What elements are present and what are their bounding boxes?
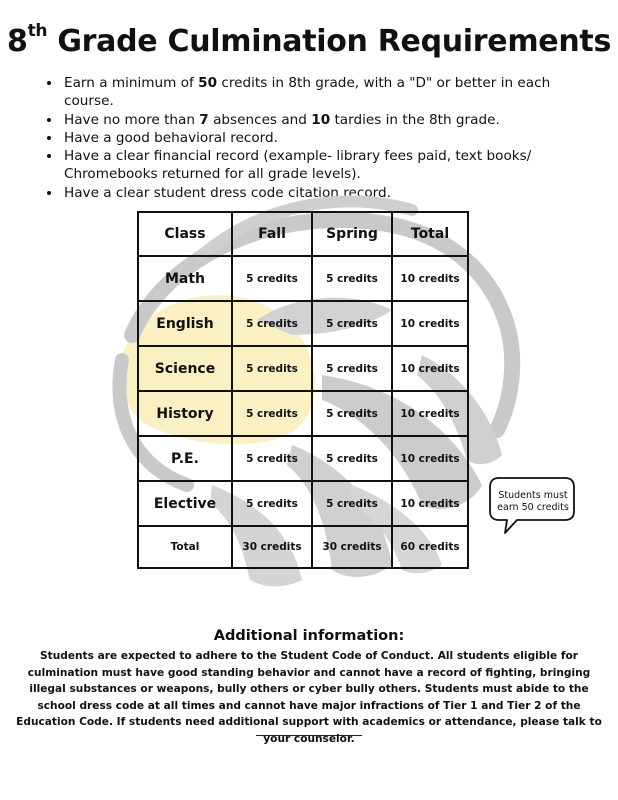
total-total-cell: 60 credits (392, 526, 468, 568)
header-total: Total (392, 212, 468, 256)
callout-line-2: earn 50 credits (497, 502, 569, 513)
fall-cell: 5 credits (232, 481, 312, 526)
table-row (138, 301, 468, 346)
spring-cell: 5 credits (312, 301, 392, 346)
header-spring: Spring (312, 212, 392, 256)
requirement-item: • Have a good behavioral record. (62, 129, 602, 147)
total-spring-cell: 30 credits (312, 526, 392, 568)
table-row (138, 256, 468, 301)
fall-cell: 5 credits (232, 256, 312, 301)
table-row (138, 481, 468, 526)
table-row (138, 346, 468, 391)
additional-info-heading: Additional information: (213, 628, 405, 644)
table-total-row (138, 526, 468, 568)
requirement-item: • Earn a minimum of 50 credits in 8th grade, with a "D" or better in each course. (62, 74, 602, 111)
header-class: Class (138, 212, 232, 256)
callout-line-1: Students must (498, 490, 568, 501)
total-label-cell: Total (138, 526, 232, 568)
title-ordinal: th (27, 21, 48, 41)
class-cell: Math (138, 256, 232, 301)
class-cell: Elective (138, 481, 232, 526)
class-cell: P.E. (138, 436, 232, 481)
fall-cell: 5 credits (232, 436, 312, 481)
class-cell: History (138, 391, 232, 436)
callout-text (492, 490, 574, 514)
total-cell: 10 credits (392, 481, 468, 526)
page-title (0, 21, 618, 59)
table-row (138, 391, 468, 436)
fall-cell: 5 credits (232, 346, 312, 391)
title-number: 8 (7, 24, 28, 59)
total-cell: 10 credits (392, 256, 468, 301)
spring-cell: 5 credits (312, 256, 392, 301)
header-fall: Fall (232, 212, 312, 256)
requirement-item: • Have a clear student dress code citation record. (62, 184, 602, 202)
title-text: Grade Culmination Requirements (47, 24, 611, 59)
spring-cell: 5 credits (312, 346, 392, 391)
spring-cell: 5 credits (312, 391, 392, 436)
total-cell: 10 credits (392, 391, 468, 436)
class-cell: Science (138, 346, 232, 391)
credits-table (137, 211, 469, 569)
total-cell: 10 credits (392, 346, 468, 391)
total-cell: 10 credits (392, 436, 468, 481)
fall-cell: 5 credits (232, 391, 312, 436)
divider-line (256, 735, 362, 736)
requirement-item: • Have a clear financial record (example- library fees paid, text books/ Chromebooks returned for all grade levels). (62, 147, 602, 184)
total-cell: 10 credits (392, 301, 468, 346)
class-cell: English (138, 301, 232, 346)
table-row (138, 436, 468, 481)
total-fall-cell: 30 credits (232, 526, 312, 568)
requirement-item: • Have no more than 7 absences and 10 tardies in the 8th grade. (62, 111, 602, 129)
table-header-row (138, 212, 468, 256)
spring-cell: 5 credits (312, 481, 392, 526)
requirements-list (44, 74, 602, 202)
fall-cell: 5 credits (232, 301, 312, 346)
additional-info-body: Students are expected to adhere to the Student Code of Conduct. All students eligible for culmination must have good standing behavior and cannot have a record of fighting, bringing illegal substances or weapons, bully others or cyber bully others. Students must abide to the school dress code at all times and cannot have major infractions of Tier 1 and Tier 2 of the Education Code. If students need additional support with academics or attendance, please talk to your counselor. (16, 650, 602, 745)
spring-cell: 5 credits (312, 436, 392, 481)
